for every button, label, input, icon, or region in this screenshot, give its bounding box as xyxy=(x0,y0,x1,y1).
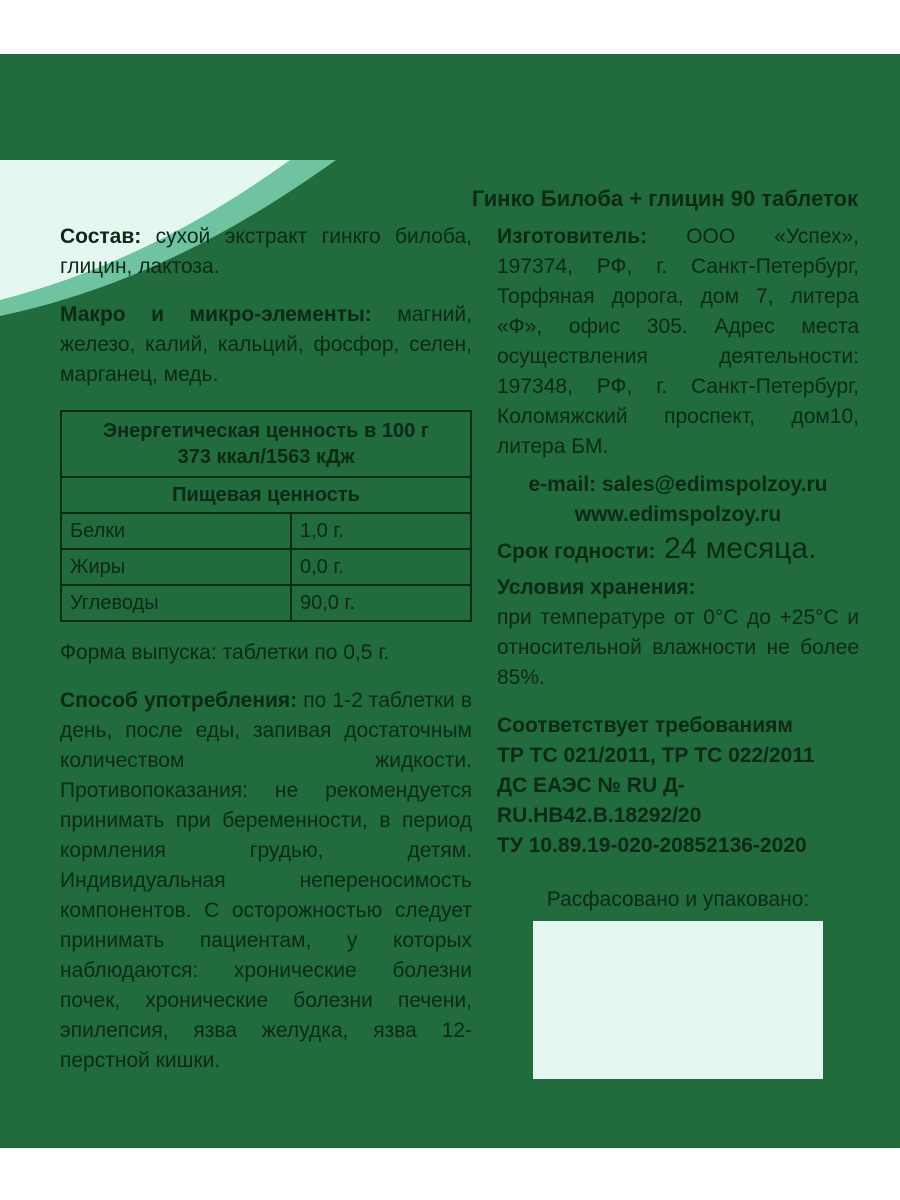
right-column xyxy=(497,222,859,1079)
table-row xyxy=(61,585,471,621)
manufacturer-paragraph xyxy=(497,222,859,462)
composition-paragraph xyxy=(60,222,472,282)
product-title: Гинко Билоба + глицин 90 таблеток xyxy=(471,186,858,211)
composition-text: сухой экстракт гинкго билоба, глицин, лактоза. xyxy=(60,225,472,278)
compliance-line-1: Соответствует требованиям xyxy=(497,714,793,737)
elements-text: магний, железо, калий, кальций, фосфор, селен, марганец, медь. xyxy=(60,303,472,386)
manufacturer-label: Изготовитель: xyxy=(497,225,648,248)
shelf-life-value: 24 месяца. xyxy=(655,532,817,565)
shelf-life-label: Срок годности: xyxy=(497,540,656,563)
storage-label: Условия хранения: xyxy=(497,576,696,599)
energy-value-cell xyxy=(61,411,471,477)
energy-line-1: Энергетическая ценность в 100 г xyxy=(102,420,430,442)
compliance-line-4: ТУ 10.89.19-020-20852136-2020 xyxy=(497,834,807,857)
energy-line-2: 373 ккал/1563 кДж xyxy=(177,446,355,468)
packaged-label: Расфасовано и упаковано: xyxy=(546,888,810,911)
release-form: Форма выпуска: таблетки по 0,5 г. xyxy=(60,641,390,664)
table-row xyxy=(61,513,471,549)
elements-label: Макро и микро-элементы: xyxy=(60,303,372,326)
elements-paragraph xyxy=(60,300,472,390)
compliance-line-3: ДС ЕАЭС № RU Д-RU.НВ42.В.18292/20 xyxy=(497,774,702,827)
compliance-line-2: ТР ТС 021/2011, ТР ТС 022/2011 xyxy=(497,744,815,767)
nutrient-name: Углеводы xyxy=(61,585,291,621)
left-column xyxy=(60,222,472,1076)
packaging-info-box xyxy=(533,921,823,1079)
website-line: www.edimspolzoy.ru xyxy=(574,503,782,526)
nutrient-value: 0,0 г. xyxy=(291,549,471,585)
nutrition-header: Пищевая ценность xyxy=(61,477,471,513)
nutrient-name: Белки xyxy=(61,513,291,549)
usage-label: Способ употребления: xyxy=(60,689,298,712)
usage-text: по 1-2 таблетки в день, после еды, запивая достаточным количеством жидкости. Противопоказания: не рекомендуется принимать при беременности, в период кормления грудью, детям. Индивидуальная непереносимость компонентов. С осторожностью следует принимать пациентам, у которых наблюдаются: хронические болезни почек, хронические болезни печени, эпилепсия, язва желудка, язва 12-перстной кишки. xyxy=(60,689,472,1072)
email-line: e-mail: sales@edimspolzoy.ru xyxy=(528,473,828,496)
storage-text: при температуре от 0°С до +25°С и относительной влажности не более 85%. xyxy=(497,606,859,689)
nutrition-table xyxy=(60,410,472,622)
shelf-life-line xyxy=(497,534,859,567)
nutrient-value: 90,0 г. xyxy=(291,585,471,621)
usage-paragraph xyxy=(60,686,472,1076)
composition-label: Состав: xyxy=(60,225,142,248)
manufacturer-text: ООО «Успех», 197374, РФ, г. Санкт-Петербург, Торфяная дорога, дом 7, литера «Ф», офис 305. Адрес места осуществления деятельности: 197348, РФ, г. Санкт-Петербург, Коломяжский проспект, дом10, литера БМ. xyxy=(497,225,859,458)
table-row xyxy=(61,549,471,585)
label-panel xyxy=(0,54,900,1148)
nutrient-name: Жиры xyxy=(61,549,291,585)
nutrient-value: 1,0 г. xyxy=(291,513,471,549)
